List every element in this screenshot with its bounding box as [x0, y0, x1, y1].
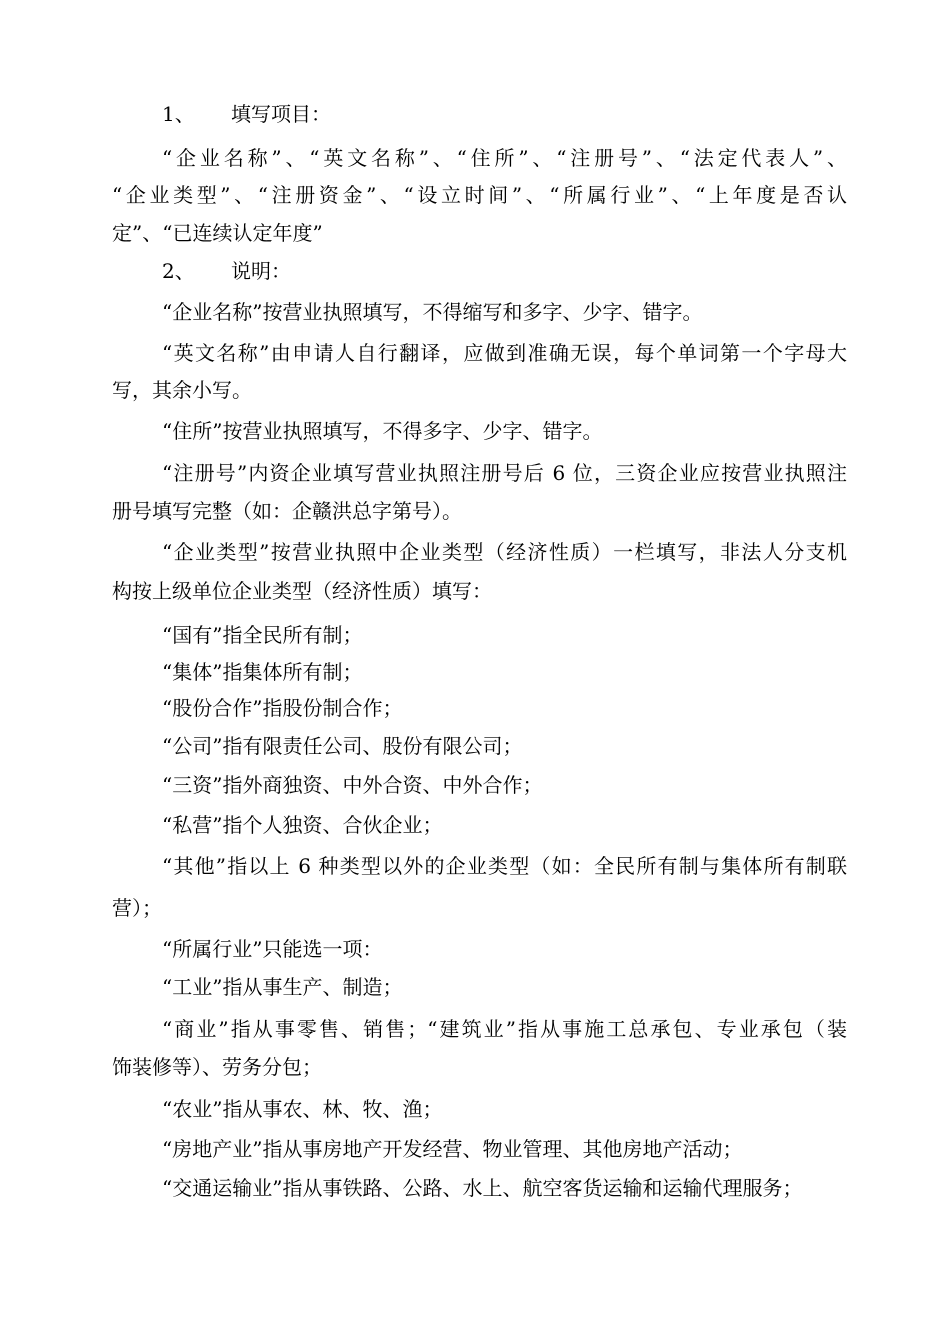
paragraph-line: “企业名称”按营业执照填写，不得缩写和多字、少字、错字。: [162, 300, 703, 324]
list-item: “工业”指从事生产、制造；: [162, 975, 403, 999]
list-item: “农业”指从事农、林、牧、渔；: [162, 1097, 443, 1121]
list-item: “交通运输业”指从事铁路、公路、水上、航空客货运输和运输代理服务；: [162, 1176, 803, 1200]
section-1-heading: 填写项目：: [231, 102, 331, 126]
section-2-heading: 说明：: [231, 259, 291, 283]
list-item: “国有”指全民所有制；: [162, 623, 363, 647]
paragraph-line: “英文名称”由申请人自行翻译，应做到准确无误，每个单词第一个字母大: [162, 341, 847, 365]
paragraph-line: 册号填写完整（如：企赣洪总字第号）。: [112, 499, 462, 523]
list-item: “三资”指外商独资、中外合资、中外合作；: [162, 773, 543, 797]
section-1-number: 1、: [162, 102, 195, 126]
paragraph-line: “企业类型”、“注册资金”、“设立时间”、“所属行业”、“上年度是否认: [112, 183, 847, 207]
paragraph-line: “企业类型”按营业执照中企业类型（经济性质）一栏填写，非法人分支机: [162, 540, 847, 564]
paragraph-line: “企业名称”、“英文名称”、“住所”、“注册号”、“法定代表人”、: [162, 146, 847, 170]
paragraph-line: “住所”按营业执照填写，不得多字、少字、错字。: [162, 419, 603, 443]
list-item: “私营”指个人独资、合伙企业；: [162, 813, 443, 837]
paragraph-line: 写，其余小写。: [112, 378, 252, 402]
list-item: “公司”指有限责任公司、股份有限公司；: [162, 734, 523, 758]
section-2-number: 2、: [162, 259, 195, 283]
list-item: “所属行业”只能选一项：: [162, 937, 383, 961]
list-item: “房地产业”指从事房地产开发经营、物业管理、其他房地产活动；: [162, 1137, 743, 1161]
list-item: “其他”指以上 6 种类型以外的企业类型（如：全民所有制与集体所有制联: [162, 854, 847, 878]
list-item-continuation: 营）；: [112, 896, 162, 920]
paragraph-line: “注册号”内资企业填写营业执照注册号后 6 位，三资企业应按营业执照注: [162, 461, 847, 485]
paragraph-line: 定”、“已连续认定年度”: [112, 221, 323, 245]
paragraph-line: 构按上级单位企业类型（经济性质）填写：: [112, 579, 492, 603]
list-item-continuation: 饰装修等）、劳务分包；: [112, 1055, 322, 1079]
list-item: “商业”指从事零售、销售；“建筑业”指从事施工总承包、专业承包（装: [162, 1017, 847, 1041]
list-item: “股份合作”指股份制合作；: [162, 696, 403, 720]
list-item: “集体”指集体所有制；: [162, 660, 363, 684]
